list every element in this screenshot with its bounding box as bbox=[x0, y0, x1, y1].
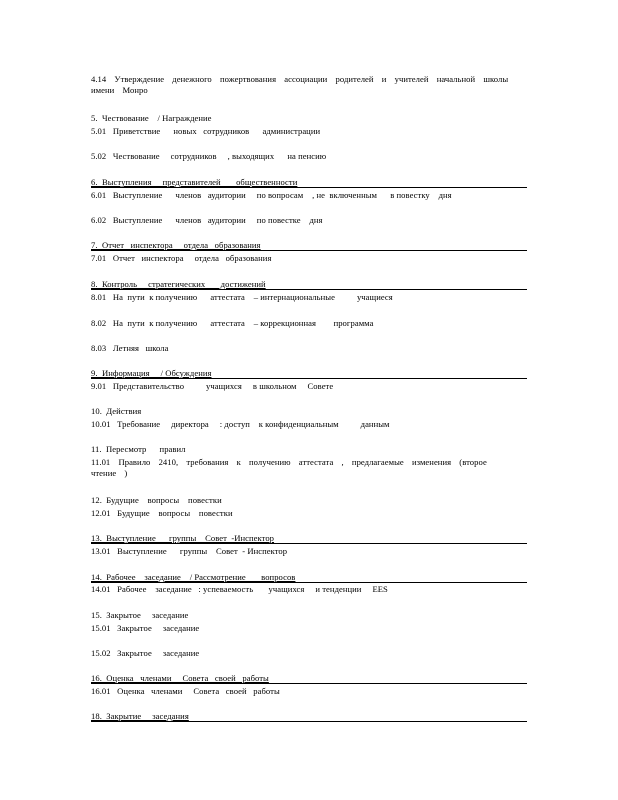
item-14-01: 14.01 Рабочее заседание : успеваемость учащихся и тенденции EES bbox=[91, 584, 388, 594]
item-11-01: 11.01 Правило 2410, требования к получению аттестата , предлагаемые изменения (второе чтение ) bbox=[91, 457, 487, 478]
section-8-title: 8. Контроль стратегических достижений bbox=[91, 279, 266, 289]
item-5-02: 5.02 Чествование сотрудников , выходящих на пенсию bbox=[91, 151, 327, 161]
section-18-rule bbox=[91, 721, 527, 722]
section-18-title: 18. Закрытие заседания bbox=[91, 711, 189, 721]
section-13-rule bbox=[91, 543, 527, 544]
section-14-rule bbox=[91, 582, 527, 583]
item-13-01: 13.01 Выступление группы Совет - Инспектор bbox=[91, 546, 288, 556]
item-15-01: 15.01 Закрытое заседание bbox=[91, 623, 200, 633]
item-4-14: 4.14 Утверждение денежного пожертвования ассоциации родителей и учителей начальной школы имени Монро bbox=[91, 74, 509, 95]
item-8-01: 8.01 На пути к получению аттестата – интернациональные учащиеся bbox=[91, 292, 393, 302]
section-5-title: 5. Чествование / Награждение bbox=[91, 113, 212, 123]
item-9-01: 9.01 Представительство учащихся в школьном Совете bbox=[91, 381, 334, 391]
section-12-title: 12. Будущие вопросы повестки bbox=[91, 495, 222, 505]
section-7-title: 7. Отчет инспектора отдела образования bbox=[91, 240, 261, 250]
section-10-title: 10. Действия bbox=[91, 406, 142, 416]
section-9-rule bbox=[91, 378, 527, 379]
item-7-01: 7.01 Отчет инспектора отдела образования bbox=[91, 253, 272, 263]
item-15-02: 15.02 Закрытое заседание bbox=[91, 648, 200, 658]
section-6-rule bbox=[91, 187, 527, 188]
item-8-02: 8.02 На пути к получению аттестата – коррекционная программа bbox=[91, 318, 374, 328]
item-10-01: 10.01 Требование директора : доступ к конфиденциальным данным bbox=[91, 419, 390, 429]
section-7-rule bbox=[91, 250, 527, 251]
section-11-title: 11. Пересмотр правил bbox=[91, 444, 186, 454]
item-16-01: 16.01 Оценка членами Совета своей работы bbox=[91, 686, 280, 696]
section-16-rule bbox=[91, 683, 527, 684]
item-12-01: 12.01 Будущие вопросы повестки bbox=[91, 508, 233, 518]
section-6-title: 6. Выступления представителей общественности bbox=[91, 177, 298, 187]
item-8-03: 8.03 Летняя школа bbox=[91, 343, 169, 353]
section-16-title: 16. Оценка членами Совета своей работы bbox=[91, 673, 269, 683]
item-6-01: 6.01 Выступление членов аудитории по вопросам , не включенным в повестку дня bbox=[91, 190, 452, 200]
section-9-title: 9. Информация / Обсуждения bbox=[91, 368, 212, 378]
section-13-title: 13. Выступление группы Совет -Инспектор bbox=[91, 533, 275, 543]
item-6-02: 6.02 Выступление членов аудитории по повестке дня bbox=[91, 215, 323, 225]
section-15-title: 15. Закрытое заседание bbox=[91, 610, 189, 620]
item-5-01: 5.01 Приветствие новых сотрудников администрации bbox=[91, 126, 321, 136]
section-14-title: 14. Рабочее заседание / Рассмотрение вопросов bbox=[91, 572, 296, 582]
section-8-rule bbox=[91, 289, 527, 290]
